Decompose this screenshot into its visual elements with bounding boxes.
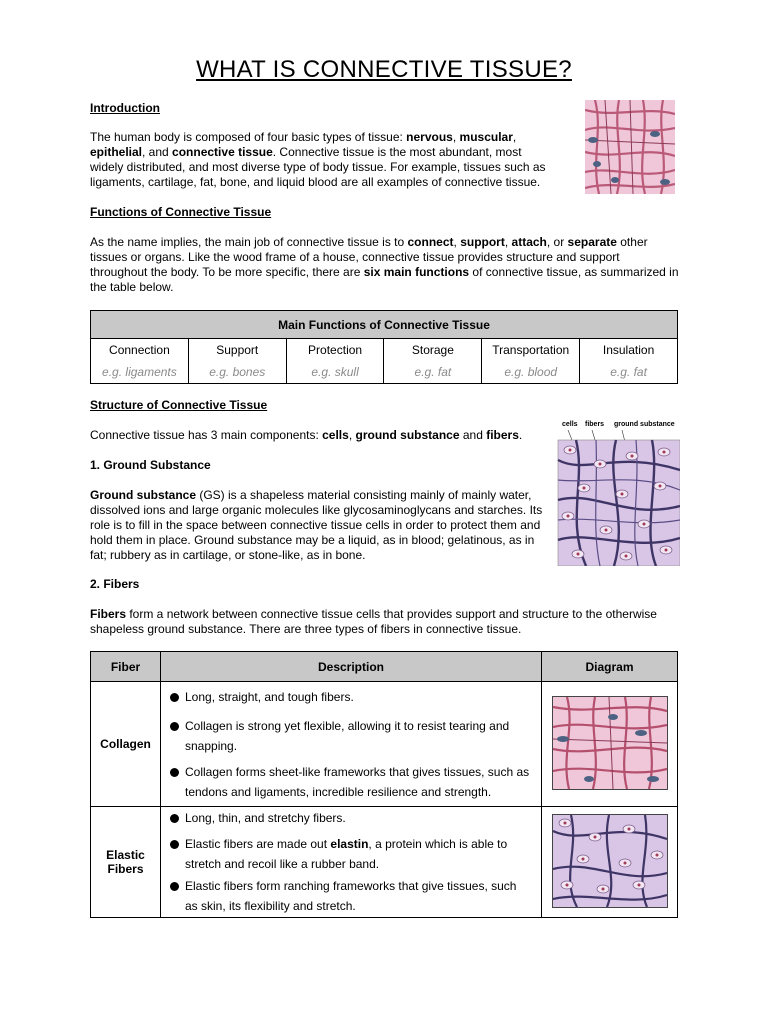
- fibers-paragraph: Fibers form a network between connective tissue cells that provides support and structure to the otherwise shapeless ground substance. There are three types of fibers in connective tissue.: [90, 607, 657, 636]
- bullet-icon: [170, 840, 179, 849]
- function-name-connection: Connection: [91, 339, 189, 362]
- elastic-description: [161, 807, 542, 918]
- diagram-label-cells: cells: [562, 421, 578, 428]
- bullet-icon: [170, 768, 179, 777]
- fiber-name-collagen: Collagen: [91, 682, 161, 807]
- function-example-insulation: e.g. fat: [580, 361, 678, 384]
- bullet-icon: [170, 693, 179, 702]
- list-item: Collagen forms sheet-like frameworks that gives tissues, such as tendons and ligaments, incredible resilience and strength.: [170, 762, 532, 802]
- main-functions-table: [90, 310, 678, 384]
- diagram-column-header: Diagram: [542, 652, 678, 682]
- list-item: Long, straight, and tough fibers.: [170, 687, 532, 707]
- table-row: [91, 807, 678, 918]
- diagram-label-fibers: fibers: [585, 421, 605, 428]
- elastic-fibers-diagram-image: [552, 814, 668, 908]
- structure-heading: Structure of Connective Tissue: [90, 398, 268, 412]
- collagen-micrograph-image: [585, 100, 675, 194]
- connective-tissue-structure-diagram: [556, 420, 680, 566]
- bullet-icon: [170, 722, 179, 731]
- main-functions-table-header: Main Functions of Connective Tissue: [91, 311, 678, 339]
- functions-heading: Functions of Connective Tissue: [90, 205, 272, 219]
- ground-substance-heading: 1. Ground Substance: [90, 458, 211, 472]
- functions-paragraph: As the name implies, the main job of connective tissue is to connect, support, attach, or separate other tissues or organs. Like the wood frame of a house, connective tissue provides structure and support throughout the body. To be more specific, there are six main functions of connective tissue, as summarized in the table below.: [90, 235, 679, 294]
- function-name-support: Support: [188, 339, 286, 362]
- intro-heading: Introduction: [90, 101, 160, 115]
- list-item: Elastic fibers form ranching frameworks that give tissues, such as skin, its flexibility and stretch.: [170, 876, 532, 916]
- fiber-name-elastic: Elastic Fibers: [91, 807, 161, 918]
- function-example-storage: e.g. fat: [384, 361, 482, 384]
- bullet-icon: [170, 882, 179, 891]
- function-example-support: e.g. bones: [188, 361, 286, 384]
- fibers-heading: 2. Fibers: [90, 577, 140, 591]
- bullet-icon: [170, 814, 179, 823]
- list-item: Collagen is strong yet flexible, allowing it to resist tearing and snapping.: [170, 716, 532, 756]
- function-name-protection: Protection: [286, 339, 384, 362]
- function-name-transportation: Transportation: [482, 339, 580, 362]
- table-row: [91, 682, 678, 807]
- function-example-transportation: e.g. blood: [482, 361, 580, 384]
- ground-substance-paragraph: Ground substance (GS) is a shapeless material consisting mainly of mainly water, dissolved ions and large organic molecules like glycosaminoglycans and starches. Its role is to fill in the space between connective tissue cells in order to protect them and hold them in place. Ground substance may be a liquid, as in blood; gelatinous, as in fat; rubbery as in cartilage, or stone-like, as in bone.: [90, 488, 543, 562]
- intro-paragraph: The human body is composed of four basic types of tissue: nervous, muscular, epithelial, and connective tissue. Connective tissue is the most abundant, most widely distributed, and most diverse type of body tissue. For example, tissues such as ligaments, cartilage, fat, bone, and liquid blood are all examples of connective tissue.: [90, 130, 546, 189]
- function-name-insulation: Insulation: [580, 339, 678, 362]
- list-item: Elastic fibers are made out elastin, a protein which is able to stretch and recoil like a rubber band.: [170, 834, 532, 874]
- structure-paragraph: Connective tissue has 3 main components: cells, ground substance and fibers.: [90, 428, 523, 442]
- fiber-types-table: [90, 651, 678, 918]
- function-example-connection: e.g. ligaments: [91, 361, 189, 384]
- page-title: WHAT IS CONNECTIVE TISSUE?: [196, 56, 572, 83]
- fiber-column-header: Fiber: [91, 652, 161, 682]
- collagen-description: [161, 682, 542, 807]
- collagen-diagram-image: [552, 696, 668, 790]
- function-example-protection: e.g. skull: [286, 361, 384, 384]
- list-item: Long, thin, and stretchy fibers.: [170, 808, 532, 828]
- diagram-label-ground-substance: ground substance: [614, 421, 675, 428]
- description-column-header: Description: [161, 652, 542, 682]
- function-name-storage: Storage: [384, 339, 482, 362]
